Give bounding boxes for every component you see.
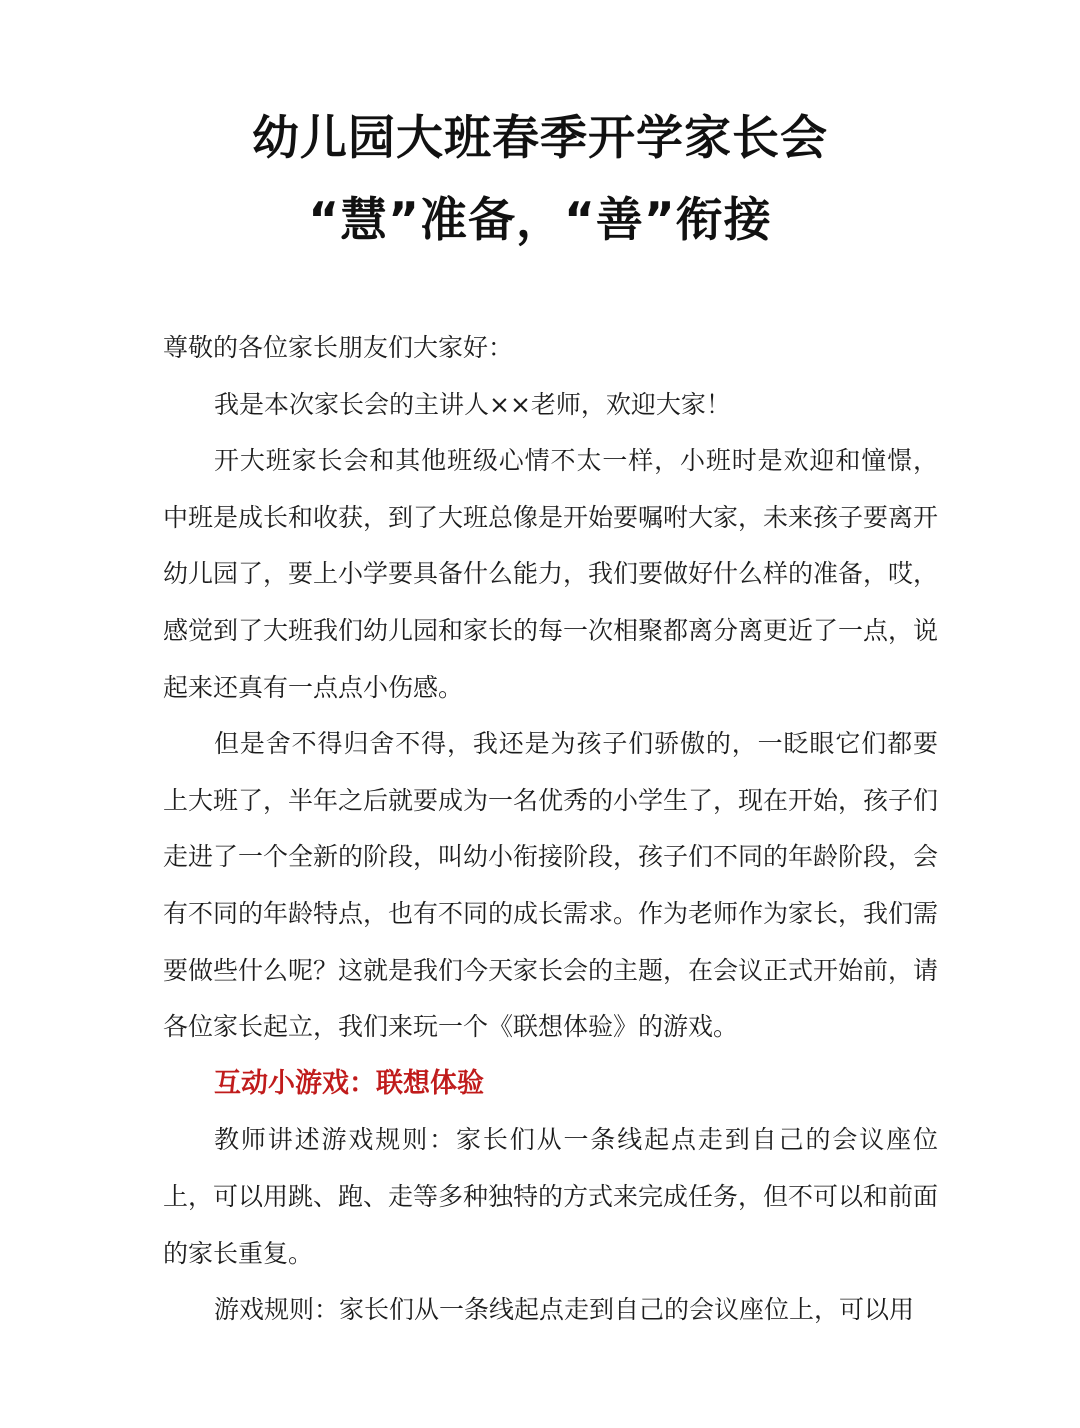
document-body [163, 320, 938, 1339]
body-paragraph: 但是舍不得归舍不得，我还是为孩子们骄傲的，一眨眼它们都要上大班了，半年之后就要成为一名优秀的小学生了，现在开始，孩子们走进了一个全新的阶段，叫幼小衔接阶段，孩子们不同的年龄阶段，会有不同的年龄特点，也有不同的成长需求。作为老师作为家长，我们需要做些什么呢？这就是我们今天家长会的主题，在会议正式开始前，请各位家长起立，我们来玩一个《联想体验》的游戏。 [163, 729, 939, 1042]
page-title: 幼儿园大班春季开学家长会 [252, 111, 828, 166]
rules-paragraph: 教师讲述游戏规则：家长们从一条线起点走到自己的会议座位上，可以用跳、跑、走等多种独特的方式来完成任务，但不可以和前面的家长重复。 [163, 1125, 939, 1268]
section-heading: 互动小游戏：联想体验 [214, 1067, 484, 1099]
greeting-paragraph: 尊敬的各位家长朋友们大家好： [163, 333, 514, 362]
page-subtitle: “慧”准备，“善”衔接 [308, 193, 772, 248]
body-paragraph: 开大班家长会和其他班级心情不太一样，小班时是欢迎和憧憬，中班是成长和收获，到了大班总像是开始要嘱咐大家，未来孩子要离开幼儿园了，要上小学要具备什么能力，我们要做好什么样的准备，哎，感觉到了大班我们幼儿园和家长的每一次相聚都离分离更近了一点，说起来还真有一点点小伤感。 [163, 446, 939, 702]
rules-paragraph: 游戏规则：家长们从一条线起点走到自己的会议座位上，可以用 [214, 1295, 915, 1325]
intro-paragraph: 我是本次家长会的主讲人××老师，欢迎大家！ [214, 389, 731, 419]
title-block [0, 98, 1080, 262]
